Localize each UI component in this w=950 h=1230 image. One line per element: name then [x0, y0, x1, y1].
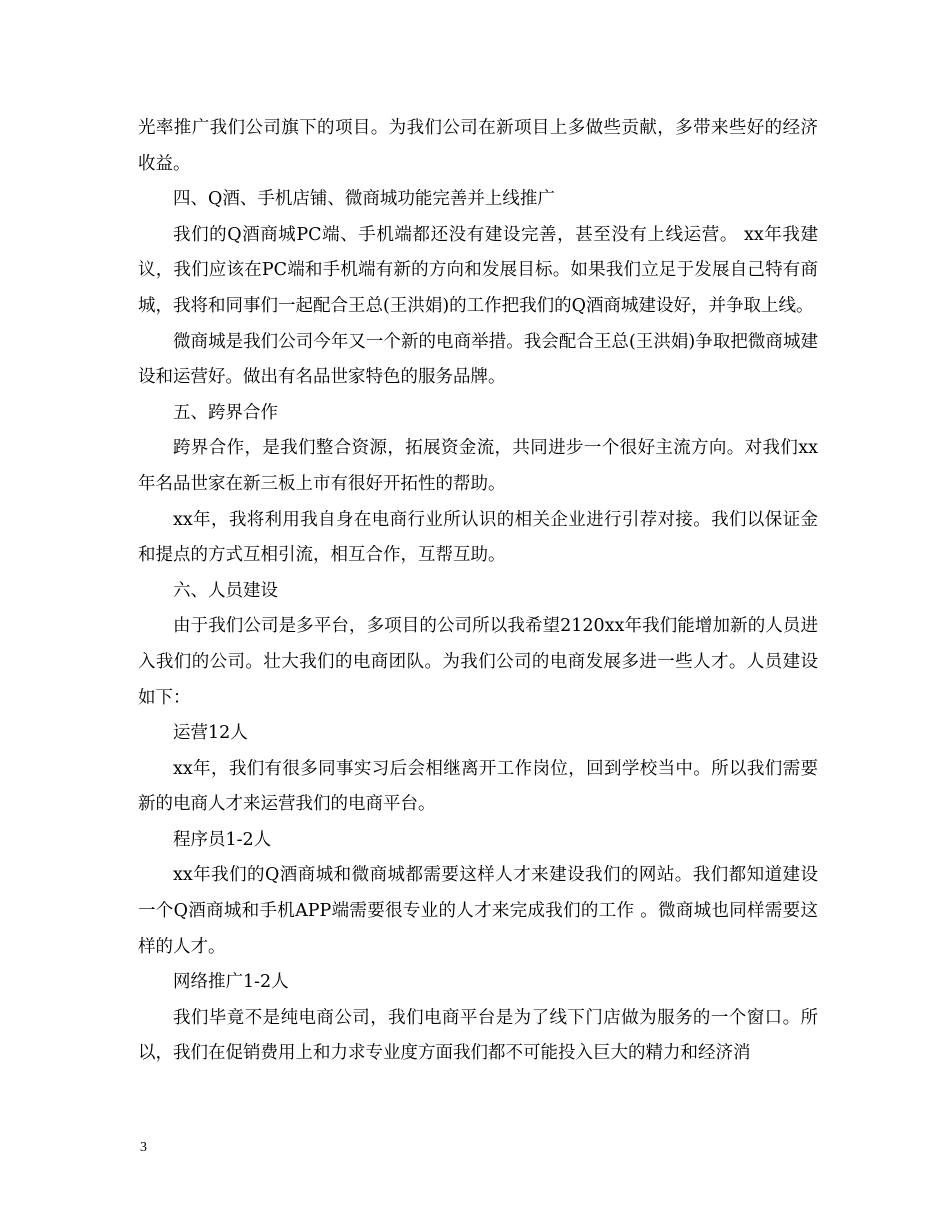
paragraph: 我们毕竟不是纯电商公司，我们电商平台是为了线下门店做为服务的一个窗口。所以，我们在促销费用上和力求专业度方面我们都不可能投入巨大的精力和经济消 — [138, 1007, 818, 1064]
paragraph-continuation: 光率推广我们公司旗下的项目。为我们公司在新项目上多做些贡献，多带来些好的经济收益。 — [138, 118, 818, 174]
section-heading-4: 四、Q酒、手机店铺、微商城功能完善并上线推广 — [173, 189, 555, 210]
paragraph: 跨界合作，是我们整合资源，拓展资金流，共同进步一个很好主流方向。对我们xx年名品世家在新三板上市有很好开拓性的帮助。 — [138, 438, 818, 494]
paragraph: xx年我们的Q酒商城和微商城都需要这样人才来建设我们的网站。我们都知道建设一个Q酒商城和手机APP端需要很专业的人才来完成我们的工作 。微商城也同样需要这样的人才。 — [138, 865, 818, 957]
paragraph: xx年，我将利用我自身在电商行业所认识的相关企业进行引荐对接。我们以保证金和提点的方式互相引流，相互合作，互帮互助。 — [138, 509, 818, 566]
subheading-programmers: 程序员1-2人 — [173, 829, 272, 850]
subheading-operations: 运营12人 — [173, 723, 248, 744]
section-heading-6: 六、人员建设 — [173, 580, 278, 601]
paragraph: 微商城是我们公司今年又一个新的电商举措。我会配合王总(王洪娟)争取把微商城建设和运营好。做出有名品世家特色的服务品牌。 — [138, 331, 818, 388]
page-number: 3 — [140, 1140, 147, 1155]
subheading-promotion: 网络推广1-2人 — [173, 972, 289, 993]
section-heading-5: 五、跨界合作 — [173, 402, 278, 423]
document-body — [138, 111, 818, 1072]
paragraph: xx年，我们有很多同事实习后会相继离开工作岗位，回到学校当中。所以我们需要新的电商人才来运营我们的电商平台。 — [138, 758, 818, 815]
paragraph: 我们的Q酒商城PC端、手机端都还没有建设完善，甚至没有上线运营。 xx年我建议，我们应该在PC端和手机端有新的方向和发展目标。如果我们立足于发展自己特有商城，我将和同事们一起配合王总(王洪娟)的工作把我们的Q酒商城建设好，并争取上线。 — [138, 224, 818, 316]
paragraph: 由于我们公司是多平台，多项目的公司所以我希望2120xx年我们能增加新的人员进入我们的公司。壮大我们的电商团队。为我们公司的电商发展多进一些人才。人员建设如下： — [138, 616, 818, 708]
